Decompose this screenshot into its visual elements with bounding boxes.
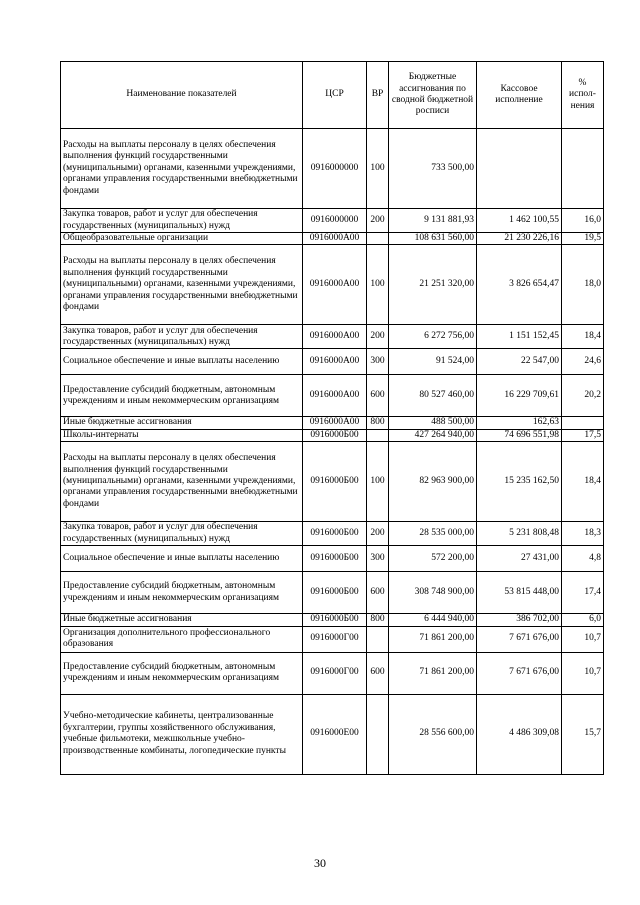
- row-percent: 6,0: [562, 614, 604, 626]
- row-budget: 28 535 000,00: [389, 522, 477, 546]
- row-budget: 28 556 600,00: [389, 694, 477, 774]
- row-name: Общеобразовательные организации: [61, 233, 303, 245]
- row-vr: 100: [367, 442, 389, 522]
- row-budget: 427 264 940,00: [389, 429, 477, 441]
- row-cash: 1 151 152,45: [477, 325, 562, 349]
- header-percent: % испол-нения: [562, 62, 604, 129]
- row-name: Закупка товаров, работ и услуг для обеспечения государственных (муниципальных) нужд: [61, 522, 303, 546]
- table-row: [61, 694, 604, 774]
- row-cash: [477, 129, 562, 209]
- row-cash: 7 671 676,00: [477, 626, 562, 652]
- table-row: [61, 614, 604, 626]
- table-row: [61, 429, 604, 441]
- table-row: [61, 626, 604, 652]
- row-percent: [562, 417, 604, 429]
- row-vr: [367, 233, 389, 245]
- table-row: [61, 245, 604, 325]
- row-percent: [562, 129, 604, 209]
- row-csr: 0916000А00: [303, 349, 367, 375]
- row-csr: 0916000Б00: [303, 522, 367, 546]
- row-cash: 5 231 808,48: [477, 522, 562, 546]
- row-percent: 18,3: [562, 522, 604, 546]
- row-percent: 10,7: [562, 652, 604, 694]
- row-name: Предоставление субсидий бюджетным, автономным учреждениям и иным некоммерческим организациям: [61, 652, 303, 694]
- budget-execution-table: [60, 61, 604, 775]
- row-csr: 0916000А00: [303, 233, 367, 245]
- table-row: [61, 546, 604, 572]
- table-row: [61, 417, 604, 429]
- row-csr: 0916000Б00: [303, 572, 367, 614]
- row-budget: 82 963 900,00: [389, 442, 477, 522]
- row-vr: 300: [367, 349, 389, 375]
- row-name: Закупка товаров, работ и услуг для обеспечения государственных (муниципальных) нужд: [61, 325, 303, 349]
- row-vr: 100: [367, 129, 389, 209]
- row-name: Социальное обеспечение и иные выплаты населению: [61, 349, 303, 375]
- row-csr: 0916000Б00: [303, 546, 367, 572]
- row-cash: 27 431,00: [477, 546, 562, 572]
- row-budget: 91 524,00: [389, 349, 477, 375]
- row-csr: 0916000000: [303, 129, 367, 209]
- row-csr: 0916000Г00: [303, 652, 367, 694]
- row-cash: 3 826 654,47: [477, 245, 562, 325]
- row-budget: 6 444 940,00: [389, 614, 477, 626]
- table-row: [61, 209, 604, 233]
- table-row: [61, 349, 604, 375]
- row-percent: 18,4: [562, 442, 604, 522]
- row-cash: 53 815 448,00: [477, 572, 562, 614]
- row-percent: 17,4: [562, 572, 604, 614]
- row-budget: 488 500,00: [389, 417, 477, 429]
- row-csr: 0916000000: [303, 209, 367, 233]
- row-name: Расходы на выплаты персоналу в целях обеспечения выполнения функций государственными (муниципальными) органами, казенными учреждениями, органами управления государственными внебюджетными фондами: [61, 245, 303, 325]
- table-row: [61, 442, 604, 522]
- row-vr: 200: [367, 209, 389, 233]
- row-budget: 108 631 560,00: [389, 233, 477, 245]
- row-cash: 16 229 709,61: [477, 375, 562, 417]
- row-vr: 200: [367, 325, 389, 349]
- table-row: [61, 522, 604, 546]
- row-cash: 162,63: [477, 417, 562, 429]
- row-percent: 4,8: [562, 546, 604, 572]
- table-row: [61, 375, 604, 417]
- header-name: Наименование показателей: [61, 62, 303, 129]
- row-percent: 17,5: [562, 429, 604, 441]
- row-percent: 16,0: [562, 209, 604, 233]
- row-budget: 9 131 881,93: [389, 209, 477, 233]
- row-name: Школы-интернаты: [61, 429, 303, 441]
- row-csr: 0916000Г00: [303, 626, 367, 652]
- row-cash: 15 235 162,50: [477, 442, 562, 522]
- row-name: Учебно-методические кабинеты, централизованные бухгалтерии, группы хозяйственного обслуживания, учебные фильмотеки, межшкольные учебно-производственные комбинаты, логопедические пункты: [61, 694, 303, 774]
- row-percent: 18,4: [562, 325, 604, 349]
- row-name: Предоставление субсидий бюджетным, автономным учреждениям и иным некоммерческим организациям: [61, 375, 303, 417]
- row-name: Расходы на выплаты персоналу в целях обеспечения выполнения функций государственными (муниципальными) органами, казенными учреждениями, органами управления государственными внебюджетными фондами: [61, 129, 303, 209]
- row-budget: 21 251 320,00: [389, 245, 477, 325]
- row-csr: 0916000А00: [303, 375, 367, 417]
- row-budget: 572 200,00: [389, 546, 477, 572]
- row-cash: 1 462 100,55: [477, 209, 562, 233]
- table-row: [61, 233, 604, 245]
- header-cash: Кассовое исполнение: [477, 62, 562, 129]
- row-percent: 15,7: [562, 694, 604, 774]
- header-csr: ЦСР: [303, 62, 367, 129]
- row-budget: 308 748 900,00: [389, 572, 477, 614]
- row-percent: 18,0: [562, 245, 604, 325]
- table-row: [61, 652, 604, 694]
- row-vr: 200: [367, 522, 389, 546]
- row-budget: 71 861 200,00: [389, 626, 477, 652]
- row-cash: 4 486 309,08: [477, 694, 562, 774]
- row-percent: 10,7: [562, 626, 604, 652]
- row-csr: 0916000Б00: [303, 429, 367, 441]
- page-number: 30: [314, 856, 326, 870]
- row-csr: 0916000А00: [303, 325, 367, 349]
- row-percent: 24,6: [562, 349, 604, 375]
- row-budget: 80 527 460,00: [389, 375, 477, 417]
- row-csr: 0916000А00: [303, 417, 367, 429]
- row-name: Иные бюджетные ассигнования: [61, 417, 303, 429]
- row-vr: 300: [367, 546, 389, 572]
- table-row: [61, 325, 604, 349]
- row-cash: 22 547,00: [477, 349, 562, 375]
- row-csr: 0916000Б00: [303, 442, 367, 522]
- header-vr: ВР: [367, 62, 389, 129]
- row-budget: 71 861 200,00: [389, 652, 477, 694]
- row-vr: 600: [367, 652, 389, 694]
- row-vr: 600: [367, 375, 389, 417]
- row-csr: 0916000А00: [303, 245, 367, 325]
- row-cash: 7 671 676,00: [477, 652, 562, 694]
- table-row: [61, 129, 604, 209]
- header-budget: Бюджетные ассигнования по сводной бюджетной росписи: [389, 62, 477, 129]
- row-csr: 0916000Е00: [303, 694, 367, 774]
- row-cash: 21 230 226,16: [477, 233, 562, 245]
- row-name: Расходы на выплаты персоналу в целях обеспечения выполнения функций государственными (муниципальными) органами, казенными учреждениями, органами управления государственными внебюджетными фондами: [61, 442, 303, 522]
- row-name: Предоставление субсидий бюджетным, автономным учреждениям и иным некоммерческим организациям: [61, 572, 303, 614]
- table-header-row: [61, 62, 604, 129]
- row-name: Организация дополнительного профессионального образования: [61, 626, 303, 652]
- row-vr: 100: [367, 245, 389, 325]
- row-name: Социальное обеспечение и иные выплаты населению: [61, 546, 303, 572]
- row-vr: [367, 626, 389, 652]
- row-budget: 6 272 756,00: [389, 325, 477, 349]
- row-vr: 800: [367, 614, 389, 626]
- row-cash: 386 702,00: [477, 614, 562, 626]
- row-budget: 733 500,00: [389, 129, 477, 209]
- row-percent: 20,2: [562, 375, 604, 417]
- row-vr: [367, 429, 389, 441]
- row-percent: 19,5: [562, 233, 604, 245]
- table-row: [61, 572, 604, 614]
- row-vr: 800: [367, 417, 389, 429]
- row-cash: 74 696 551,98: [477, 429, 562, 441]
- row-vr: 600: [367, 572, 389, 614]
- row-name: Закупка товаров, работ и услуг для обеспечения государственных (муниципальных) нужд: [61, 209, 303, 233]
- row-name: Иные бюджетные ассигнования: [61, 614, 303, 626]
- row-csr: 0916000Б00: [303, 614, 367, 626]
- row-vr: [367, 694, 389, 774]
